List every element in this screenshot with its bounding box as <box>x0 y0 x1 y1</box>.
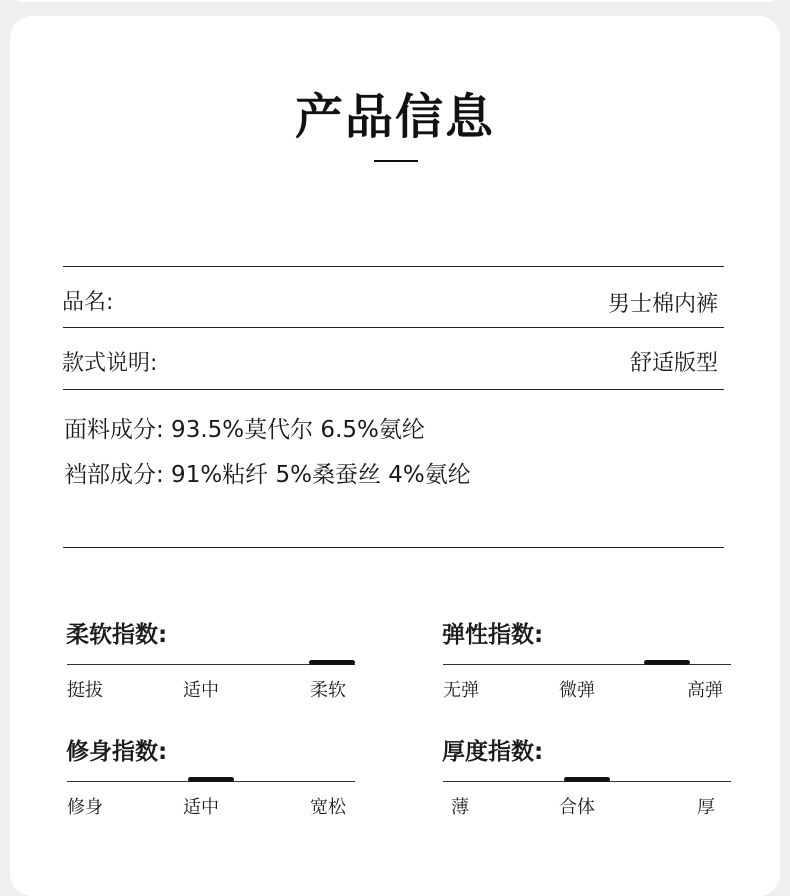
scale-label-low: 无弹 <box>443 680 479 701</box>
previous-section-edge <box>10 0 780 2</box>
scale-label-low: 薄 <box>451 797 469 818</box>
softness-scale <box>67 664 355 704</box>
fit-index-title: 修身指数: <box>66 739 168 765</box>
fit-scale <box>67 781 355 821</box>
elasticity-scale <box>443 664 731 704</box>
thickness-scale <box>443 781 731 821</box>
title-underline <box>374 160 418 162</box>
style-value: 舒适版型 <box>629 351 718 376</box>
scale-marker <box>188 777 234 782</box>
scale-label-high: 宽松 <box>310 797 346 818</box>
softness-index-title: 柔软指数: <box>66 622 168 648</box>
product-name-label: 品名: <box>62 290 114 315</box>
style-label: 款式说明: <box>62 351 158 376</box>
thickness-index-title: 厚度指数: <box>442 739 544 765</box>
scale-label-high: 厚 <box>697 797 715 818</box>
scale-label-high: 高弹 <box>687 680 723 701</box>
scale-label-mid: 适中 <box>183 797 219 818</box>
page-title: 产品信息 <box>294 89 495 145</box>
divider <box>63 327 724 328</box>
product-name-value: 男士棉内裤 <box>607 292 718 317</box>
divider <box>63 547 724 548</box>
elasticity-index-title: 弹性指数: <box>442 622 544 648</box>
fabric-composition: 面料成分: 93.5%莫代尔 6.5%氨纶 <box>64 417 425 443</box>
divider <box>63 389 724 390</box>
scale-label-high: 柔软 <box>310 680 346 701</box>
divider <box>63 266 724 267</box>
crotch-composition: 裆部成分: 91%粘纤 5%桑蚕丝 4%氨纶 <box>64 462 471 488</box>
scale-marker <box>644 660 690 665</box>
scale-label-low: 挺拔 <box>67 680 103 701</box>
scale-marker <box>309 660 355 665</box>
scale-marker <box>564 777 610 782</box>
scale-label-mid: 合体 <box>559 797 595 818</box>
scale-label-mid: 微弹 <box>559 680 595 701</box>
scale-label-low: 修身 <box>67 797 103 818</box>
scale-label-mid: 适中 <box>183 680 219 701</box>
